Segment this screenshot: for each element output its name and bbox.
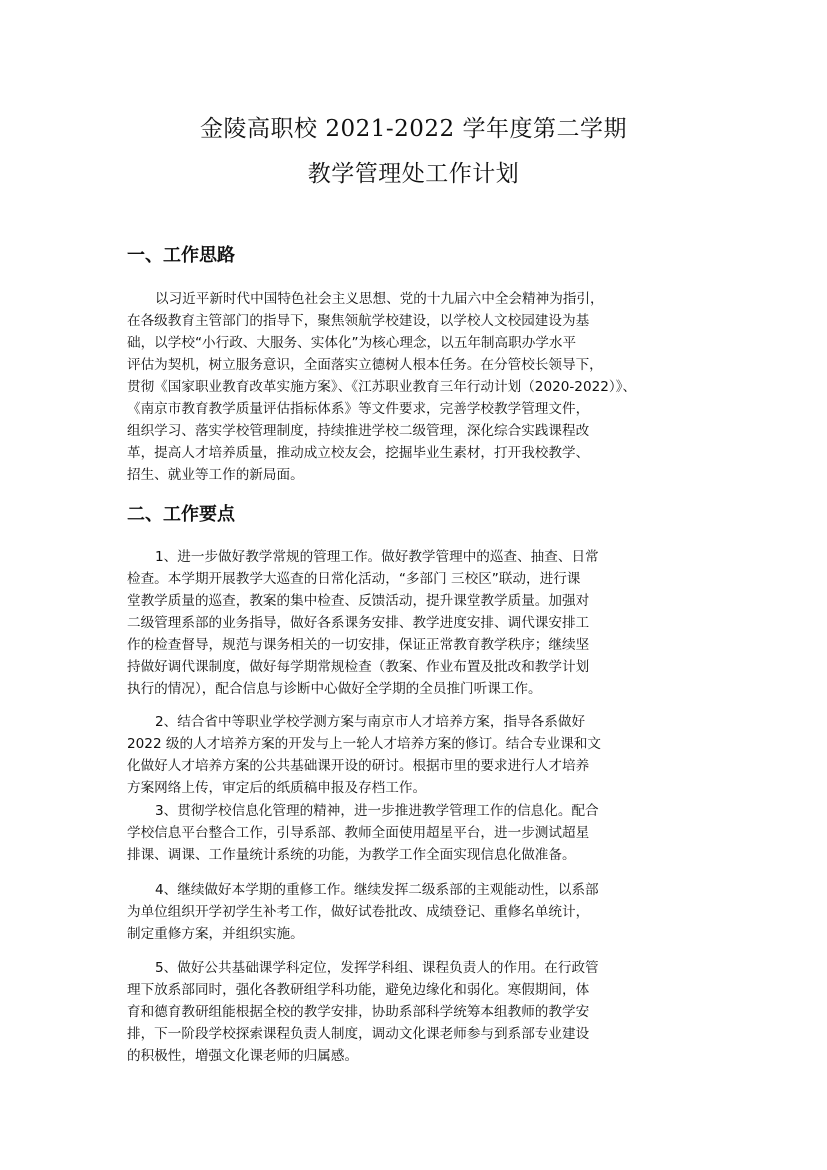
- paragraph-line: 的积极性，增强文化课老师的归属感。: [127, 1048, 359, 1064]
- paragraph-line: 在各级教育主管部门的指导下，聚焦领航学校建设，以学校人文校园建设为基: [127, 313, 590, 329]
- paragraph-line: 4、继续做好本学期的重修工作。继续发挥二级系部的主观能动性，以系部: [155, 882, 599, 898]
- paragraph-line: 执行的情况），配合信息与诊断中心做好全学期的全员推门听课工作。: [127, 681, 542, 697]
- section-heading-work-ideas: 一、工作思路: [127, 245, 235, 266]
- paragraph-line: 1、进一步做好教学常规的管理工作。做好教学管理中的巡查、抽查、日常: [155, 549, 599, 565]
- paragraph-line: 5、做好公共基础课学科定位，发挥学科组、课程负责人的作用。在行政管: [155, 960, 599, 976]
- paragraph-line: 理下放系部同时，强化各教研组学科功能，避免边缘化和弱化。寒假期间，体: [127, 982, 590, 998]
- paragraph-line: 学校信息平台整合工作，引导系部、教师全面使用超星平台，进一步测试超星: [127, 825, 590, 841]
- paragraph-line: 检查。本学期开展教学大巡查的日常化活动，“多部门 三校区”联动，进行课: [127, 571, 581, 587]
- section-paragraph: [127, 288, 702, 486]
- paragraph-line: 二级管理系部的业务指导，做好各系课务安排、教学进度安排、调代课安排工: [127, 615, 590, 631]
- work-point-item-2: [127, 711, 702, 799]
- paragraph-line: 堂教学质量的巡查，教案的集中检查、反馈活动，提升课堂教学质量。加强对: [127, 593, 590, 609]
- work-point-item-3: [127, 800, 702, 866]
- work-point-item-1: [127, 546, 702, 700]
- paragraph-line: 3、贯彻学校信息化管理的精神，进一步推进教学管理工作的信息化。配合: [155, 803, 599, 819]
- paragraph-line: 评估为契机，树立服务意识，全面落实立德树人根本任务。在分管校长领导下，: [127, 357, 603, 373]
- paragraph-line: 础，以学校“小行政、大服务、实体化”为核心理念，以五年制高职办学水平: [127, 335, 577, 351]
- document-title: 金陵高职校 2021-2022 学年度第二学期: [200, 116, 627, 142]
- paragraph-line: 组织学习、落实学校管理制度，持续推进学校二级管理，深化综合实践课程改: [127, 423, 590, 439]
- paragraph-line: 2022 级的人才培养方案的开发与上一轮人才培养方案的修订。结合专业课和文: [127, 736, 601, 752]
- paragraph-line: 2、结合省中等职业学校学测方案与南京市人才培养方案，指导各系做好: [155, 714, 586, 730]
- paragraph-line: 招生、就业等工作的新局面。: [127, 467, 304, 483]
- work-point-item-4: [127, 879, 702, 945]
- paragraph-line: 排，下一阶段学校探索课程负责人制度，调动文化课老师参与到系部专业建设: [127, 1026, 590, 1042]
- paragraph-line: 方案网络上传，审定后的纸质稿申报及存档工作。: [127, 780, 427, 796]
- paragraph-line: 革，提高人才培养质量，推动成立校友会，挖掘毕业生素材，打开我校教学、: [127, 445, 590, 461]
- paragraph-line: 作的检查督导，规范与课务相关的一切安排，保证正常教育教学秩序；继续坚: [127, 637, 590, 653]
- paragraph-line: 化做好人才培养方案的公共基础课开设的研讨。根据市里的要求进行人才培养: [127, 758, 590, 774]
- section-heading-work-points: 二、工作要点: [127, 504, 235, 525]
- paragraph-line: 排课、调课、工作量统计系统的功能，为教学工作全面实现信息化做准备。: [127, 847, 576, 863]
- document-subtitle: 教学管理处工作计划: [307, 161, 520, 187]
- paragraph-line: 贯彻《国家职业教育改革实施方案》、《江苏职业教育三年行动计划（2020-2022）》、: [127, 379, 637, 395]
- paragraph-line: 为单位组织开学初学生补考工作，做好试卷批改、成绩登记、重修名单统计，: [127, 904, 590, 920]
- work-point-item-5: [127, 957, 702, 1067]
- paragraph-line: 以习近平新时代中国特色社会主义思想、党的十九届六中全会精神为指引，: [155, 291, 604, 307]
- paragraph-line: 育和德育教研组能根据全校的教学安排，协助系部科学统筹本组教师的教学安: [127, 1004, 590, 1020]
- paragraph-line: 持做好调代课制度，做好每学期常规检查（教案、作业布置及批改和教学计划: [127, 659, 590, 675]
- paragraph-line: 《南京市教育教学质量评估指标体系》等文件要求，完善学校教学管理文件，: [127, 401, 590, 417]
- paragraph-line: 制定重修方案，并组织实施。: [127, 926, 304, 942]
